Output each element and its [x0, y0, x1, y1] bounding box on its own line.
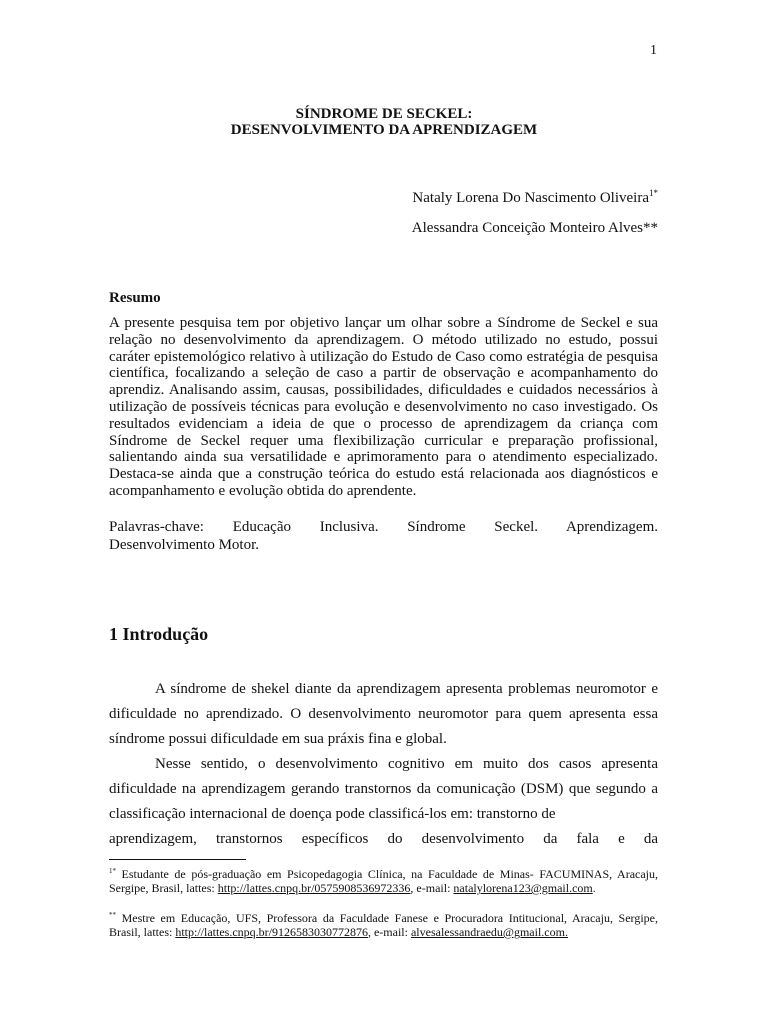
page-number: 1 [650, 43, 657, 58]
footnote-mark: ** [109, 911, 116, 919]
paper-title [0, 106, 768, 138]
author-2 [412, 219, 658, 237]
title-line-1: SÍNDROME DE SECKEL: [295, 106, 473, 122]
keywords-line-2: Desenvolvimento Motor. [109, 537, 259, 553]
author-name: Alessandra Conceição Monteiro Alves** [411, 220, 658, 236]
lattes-link[interactable]: http://lattes.cnpq.br/9126583030772876 [175, 925, 368, 939]
footnote-2 [109, 908, 658, 939]
lattes-link[interactable]: http://lattes.cnpq.br/0575908536972336 [217, 881, 411, 895]
body-paragraph-2: Nesse sentido, o desenvolvimento cognitivo em muito dos casos apresenta dificuldade na aprendizagem gerando transtornos da comunicação (DSM) que segundo a classificação internacional de doença pode classificá-los em: transtorno de [109, 756, 658, 822]
body-paragraph-1: A síndrome de shekel diante da aprendizagem apresenta problemas neuromotor e dificuldade no aprendizado. O desenvolvimento neuromotor para quem apresenta essa síndrome possui dificuldade em sua práxis fina e global. [109, 681, 658, 747]
title-line-2: DESENVOLVIMENTO DA APRENDIZAGEM [230, 122, 538, 138]
author-footnote-mark: 1* [649, 188, 658, 198]
body-paragraph-2-last-line: aprendizagem, transtornos específicos do desenvolvimento da fala e da [109, 831, 658, 847]
footnote-text: Estudante de pós-graduação em Psicopedagogia Clínica, na Faculdade de Minas- FACUMINAS, Aracaju, Sergipe, Brasil, lattes: [109, 867, 658, 895]
keywords-line-1: Palavras-chave: Educação Inclusiva. Síndrome Seckel. Aprendizagem. [109, 519, 658, 535]
footnote-text: , e-mail: [367, 925, 411, 939]
footnote-divider [109, 859, 246, 860]
author-name: Nataly Lorena Do Nascimento Oliveira [412, 190, 649, 206]
footnote-text: , e-mail: [410, 881, 454, 895]
email-link[interactable]: alvesalessandraedu@gmail.com. [410, 925, 568, 939]
footnote-text: Mestre em Educação, UFS, Professora da Faculdade Fanese e Procuradora Intitucional, Aracaju, Sergipe, Brasil, lattes: [109, 911, 658, 939]
footnote-1 [109, 864, 658, 895]
section-heading: 1 Introdução [109, 624, 209, 644]
footnote-text: . [592, 881, 596, 895]
footnote-mark: 1* [109, 867, 116, 875]
author-1 [412, 184, 658, 207]
abstract-heading: Resumo [109, 290, 161, 306]
author-list [412, 184, 658, 249]
abstract-text: A presente pesquisa tem por objetivo lançar um olhar sobre a Síndrome de Seckel e sua relação no desenvolvimento da aprendizagem. O método utilizado no estudo, possui caráter epistemológico relativo à utilização do Estudo de Caso como estratégia de pesquisa científica, focalizando a seleção de caso a partir de observação e acompanhamento do aprendiz. Analisando assim, causas, possibilidades, dificuldades e cuidados necessários à utilização de possíveis técnicas para evolução e desenvolvimento no caso investigado. Os resultados evidenciam a ideia de que o processo de aprendizagem da criança com Síndrome de Seckel requer uma flexibilização curricular e preparação profissional, salientando ainda sua versatilidade e aprimoramento para o atendimento especializado. Destaca-se ainda que a construção teórica do estudo está relacionada aos diagnósticos e acompanhamento e evolução obtida do aprendente. [109, 315, 658, 499]
email-link[interactable]: natalylorena123@gmail.com [453, 881, 593, 895]
